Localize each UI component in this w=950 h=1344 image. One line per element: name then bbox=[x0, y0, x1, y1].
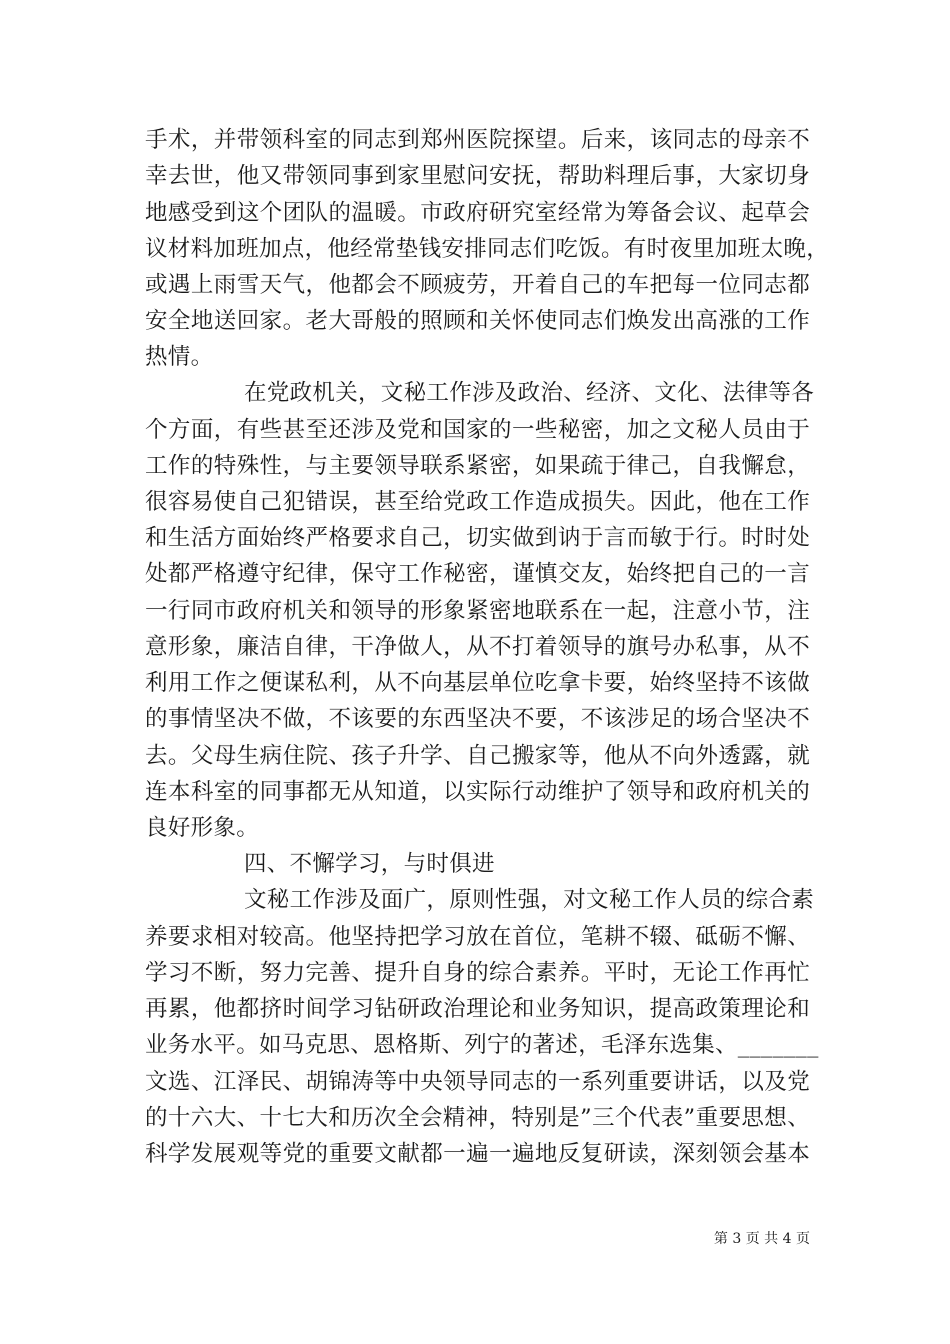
text-line: 个方面，有些甚至还涉及党和国家的一些秘密，加之文秘人员由于 bbox=[145, 417, 810, 443]
page-number-footer: 第 3 页 共 4 页 bbox=[713, 1231, 810, 1247]
section-heading: 四、不懈学习，与时俱进 bbox=[244, 851, 495, 877]
text-line: 业务水平。如马克思、恩格斯、列宁的著述，毛泽东选集、_______ bbox=[145, 1032, 819, 1058]
text-line: 的事情坚决不做，不该要的东西坚决不要，不该涉足的场合坚决不 bbox=[145, 706, 810, 732]
text-line: 科学发展观等党的重要文献都一遍一遍地反复研读，深刻领会基本 bbox=[145, 1141, 810, 1167]
text-line: 地感受到这个团队的温暖。市政府研究室经常为筹备会议、起草会 bbox=[145, 200, 810, 226]
paragraph-first-line: 在党政机关，文秘工作涉及政治、经济、文化、法律等各 bbox=[244, 380, 815, 406]
text-line: 工作的特殊性，与主要领导联系紧密，如果疏于律己，自我懈怠， bbox=[145, 453, 810, 479]
text-line: 养要求相对较高。他坚持把学习放在首位，笔耕不辍、砥砺不懈、 bbox=[145, 924, 810, 950]
paragraph-first-line: 文秘工作涉及面广，原则性强，对文秘工作人员的综合素 bbox=[244, 887, 815, 913]
text-line: 去。父母生病住院、孩子升学、自己搬家等，他从不向外透露，就 bbox=[145, 743, 810, 769]
text-line: 手术，并带领科室的同志到郑州医院探望。后来，该同志的母亲不 bbox=[145, 127, 810, 153]
text-line: 幸去世，他又带领同事到家里慰问安抚，帮助料理后事，大家切身 bbox=[145, 163, 810, 189]
text-line: 或遇上雨雪天气，他都会不顾疲劳，开着自己的车把每一位同志都 bbox=[145, 272, 810, 298]
text-line: 和生活方面始终严格要求自己，切实做到讷于言而敏于行。时时处 bbox=[145, 525, 810, 551]
text-line: 热情。 bbox=[145, 344, 214, 370]
text-line: 处都严格遵守纪律，保守工作秘密，谨慎交友，始终把自己的一言 bbox=[145, 561, 810, 587]
text-line: 再累，他都挤时间学习钻研政治理论和业务知识，提高政策理论和 bbox=[145, 996, 810, 1022]
text-line: 文选、江泽民、胡锦涛等中央领导同志的一系列重要讲话，以及党 bbox=[145, 1069, 810, 1095]
text-line: 良好形象。 bbox=[145, 815, 260, 841]
text-line: 学习不断，努力完善、提升自身的综合素养。平时，无论工作再忙 bbox=[145, 960, 810, 986]
text-line: 利用工作之便谋私利，从不向基层单位吃拿卡要，始终坚持不该做 bbox=[145, 670, 810, 696]
text-line: 连本科室的同事都无从知道，以实际行动维护了领导和政府机关的 bbox=[145, 779, 810, 805]
text-line: 的十六大、十七大和历次全会精神，特别是”三个代表”重要思想、 bbox=[145, 1105, 810, 1131]
text-line: 很容易使自己犯错误，甚至给党政工作造成损失。因此，他在工作 bbox=[145, 489, 810, 515]
text-line: 一行同市政府机关和领导的形象紧密地联系在一起，注意小节，注 bbox=[145, 598, 810, 624]
text-line: 安全地送回家。老大哥般的照顾和关怀使同志们焕发出高涨的工作 bbox=[145, 308, 810, 334]
text-line: 议材料加班加点，他经常垫钱安排同志们吃饭。有时夜里加班太晚， bbox=[145, 236, 830, 262]
text-line: 意形象，廉洁自律，干净做人，从不打着领导的旗号办私事，从不 bbox=[145, 634, 810, 660]
